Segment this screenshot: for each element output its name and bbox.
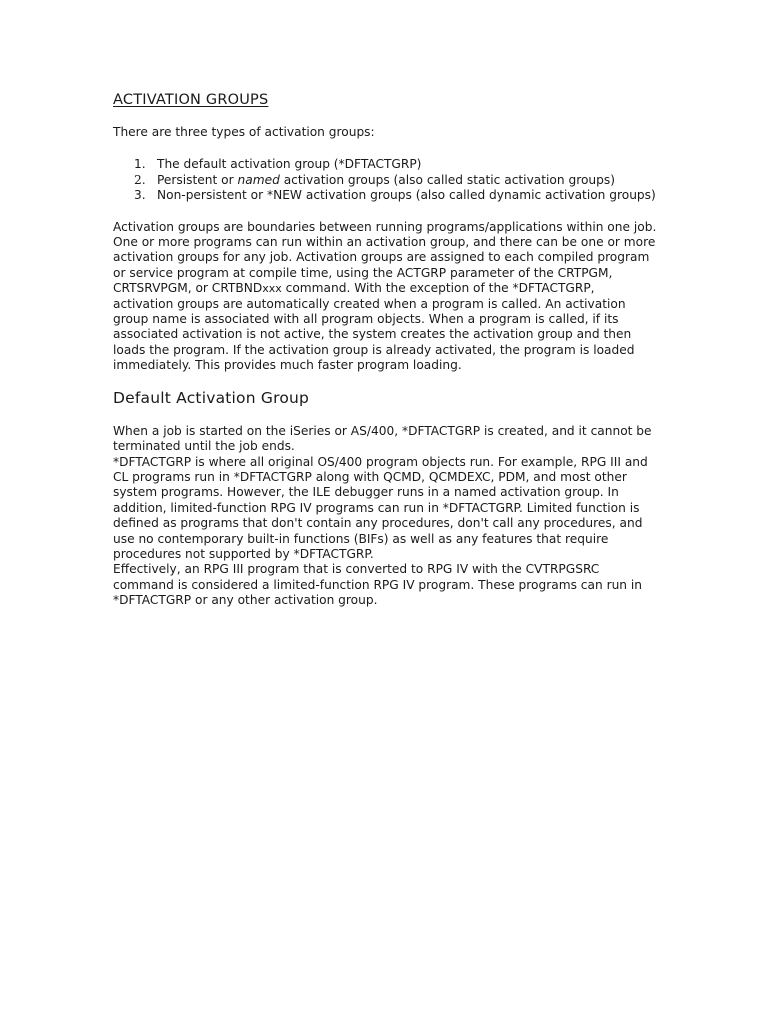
intro-text: There are three types of activation groups: [113,125,375,139]
paragraph-text-variable: xxx [262,282,282,296]
list-number: 1. [134,157,146,172]
list-item-emphasis: named [237,172,280,187]
list-item [113,157,658,172]
paragraph-text: command. With the exception of the *DFTACTGRP, activation groups are automatically created when a program is called. An activation group name is associated with all program objects. When a program is called, if its associated activation is not active, the system creates the activation group and then loads the program. If the activation group is already activated, the program is loaded immediately. This provides much faster program loading. [113,281,635,373]
list-item-text: Persistent or [157,172,238,187]
list-item [113,188,658,203]
list-item-text: Non-persistent or *NEW activation groups (also called dynamic activation groups) [157,188,656,203]
list-number: 2. [134,172,146,187]
list-item-text: The default activation group (*DFTACTGRP) [157,157,422,172]
document-page [113,92,658,609]
activation-types-list [113,157,658,203]
page-title: ACTIVATION GROUPS [113,92,269,108]
paragraph-text: Activation groups are boundaries between running programs/applications within one job. One or more programs can run within an activation group, and there can be one or more activation groups for any job. Activation groups are assigned to each compiled program or service program at compile time, using the ACTGRP parameter of the CRTPGM, CRTSRVPGM, or CRTBND [113,219,657,296]
list-number: 3. [134,188,146,203]
section-subheading: Default Activation Group [113,388,310,407]
body-paragraph: When a job is started on the iSeries or AS/400, *DFTACTGRP is created, and it cannot be terminated until the job ends. [113,423,652,454]
default-group-section [113,424,658,609]
body-paragraph: *DFTACTGRP is where all original OS/400 program objects run. For example, RPG III and CL programs run in *DFTACTGRP along with QCMD, QCMDEXC, PDM, and most other system programs. However, the ILE debugger runs in a named activation group. In addition, limited-function RPG IV programs can run in *DFTACTGRP. Limited function is defined as programs that don't contain any procedures, don't call any procedures, and use no contemporary built-in functions (BIFs) as well as any features that require procedures not supported by *DFTACTGRP. [113,454,648,561]
body-paragraph [113,220,658,374]
list-item [113,173,658,188]
body-paragraph: Effectively, an RPG III program that is converted to RPG IV with the CVTRPGSRC command is considered a limited-function RPG IV program. These programs can run in *DFTACTGRP or any other activation group. [113,562,643,608]
list-item-text: activation groups (also called static activation groups) [279,172,615,187]
